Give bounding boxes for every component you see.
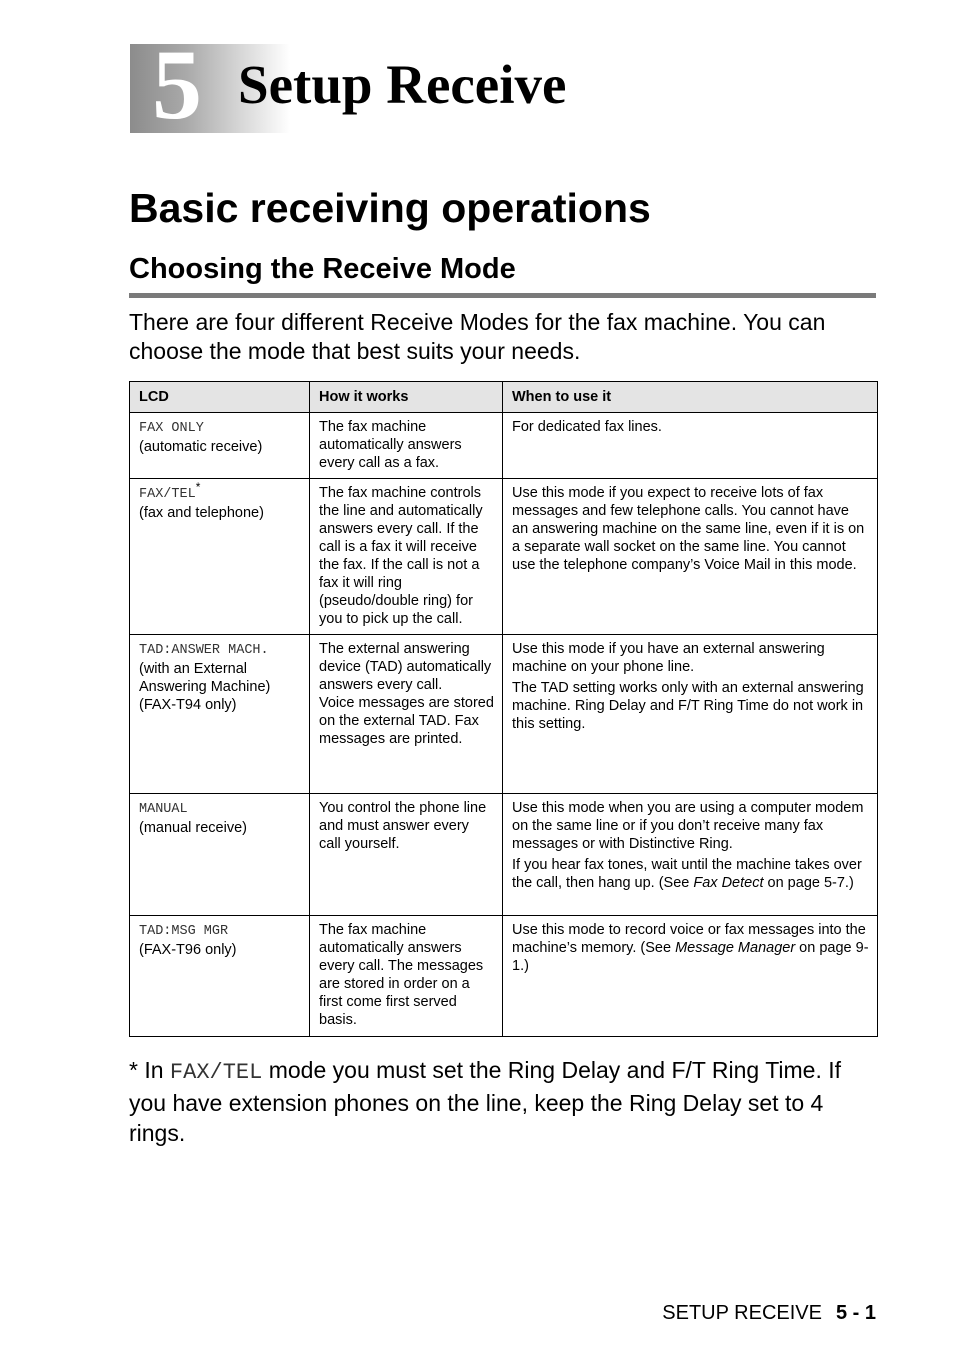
intro-paragraph: There are four different Receive Modes for the fax machine. You can choose the mode that best suits your needs. — [129, 309, 826, 364]
footer-section: SETUP RECEIVE — [662, 1302, 822, 1324]
when-cell — [503, 479, 878, 635]
lcd-code: TAD:MSG MGR — [139, 924, 229, 939]
table-row — [130, 635, 878, 794]
footnote-text: mode you must set the Ring Delay and F/T Ring Time. If you have extension phones on the line, keep the Ring Delay set to 4 rings. — [129, 1057, 842, 1146]
chapter-title: Setup Receive — [238, 54, 567, 115]
table-header-row — [130, 382, 878, 413]
lcd-code: FAX ONLY — [139, 421, 204, 436]
page-footer — [662, 1300, 876, 1326]
lcd-cell — [130, 794, 310, 916]
when-cell — [503, 916, 878, 1037]
chapter-number: 5 — [152, 29, 202, 140]
lcd-code: TAD:ANSWER MACH. — [139, 643, 269, 658]
subsection-title: Choosing the Receive Mode — [129, 253, 516, 285]
lcd-description: (automatic receive) — [139, 439, 263, 455]
when-text-2 — [512, 856, 869, 892]
header-when-to-use: When to use it — [503, 382, 878, 413]
table-row — [130, 479, 878, 635]
lcd-code: MANUAL — [139, 802, 188, 817]
how-cell: The fax machine automatically answers every call. The messages are stored in order on a first come first served basis. — [310, 916, 503, 1037]
lcd-description: (FAX-T96 only) — [139, 942, 237, 958]
when-text-part: on page 5-7.) — [763, 875, 854, 891]
when-text: Use this mode when you are using a computer modem on the same line or if you don’t receive many fax messages or with Distinctive Ring. — [512, 800, 864, 852]
when-cell — [503, 413, 878, 479]
footnote-marker: * — [195, 480, 201, 495]
header-how-it-works: How it works — [310, 382, 503, 413]
when-text-part: on page 9-1.) — [512, 940, 869, 974]
when-text-part: If you hear fax tones, wait until the machine takes over the call, then hang up. (See — [512, 857, 862, 891]
lcd-description: (manual receive) — [139, 820, 247, 836]
table-row — [130, 413, 878, 479]
lcd-code: FAX/TEL — [139, 487, 196, 502]
table-footnote — [129, 1055, 879, 1148]
footnote-mode: FAX/TEL — [169, 1060, 263, 1085]
when-cell — [503, 794, 878, 916]
page-number: 5 - 1 — [835, 1302, 876, 1324]
how-text-2: Voice messages are stored on the external TAD. Fax messages are printed. — [319, 695, 494, 747]
cross-reference: Message Manager — [675, 940, 796, 956]
when-text: Use this mode if you have an external answering machine on your phone line. — [512, 641, 825, 675]
lcd-cell — [130, 635, 310, 794]
receive-mode-table — [129, 381, 878, 1037]
subsection-rule — [129, 293, 876, 298]
footnote-text: * In — [129, 1057, 170, 1083]
when-cell — [503, 635, 878, 794]
lcd-cell — [130, 916, 310, 1037]
lcd-description: (fax and telephone) — [139, 505, 264, 521]
how-cell — [310, 635, 503, 794]
cross-reference: Fax Detect — [693, 875, 764, 891]
how-cell: You control the phone line and must answer every call yourself. — [310, 794, 503, 916]
how-cell: The fax machine controls the line and automatically answers every call. If the call is a fax it will receive the fax. If the call is not a fax it will ring (pseudo/double ring) for you to pick up the call. — [310, 479, 503, 635]
when-text: Use this mode if you expect to receive lots of fax messages and few telephone calls. You cannot have an answering machine on the same line, even if it is on a separate wall socket on the same line. You cannot use the telephone company’s Voice Mail in this mode. — [512, 485, 865, 573]
lcd-cell — [130, 479, 310, 635]
when-text: For dedicated fax lines. — [512, 419, 662, 435]
table-row — [130, 794, 878, 916]
when-text — [512, 921, 869, 975]
how-cell: The fax machine automatically answers every call as a fax. — [310, 413, 503, 479]
how-text: The external answering device (TAD) automatically answers every call. — [319, 641, 492, 693]
section-title: Basic receiving operations — [129, 185, 651, 231]
table-row — [130, 916, 878, 1037]
lcd-description: (with an External Answering Machine) (FAX-T94 only) — [139, 661, 271, 713]
when-text-part: Use this mode to record voice or fax messages into the machine’s memory. (See — [512, 922, 866, 956]
when-text-2: The TAD setting works only with an external answering machine. Ring Delay and F/T Ring Time do not work in this setting. — [512, 680, 864, 732]
lcd-cell — [130, 413, 310, 479]
header-lcd: LCD — [130, 382, 310, 413]
